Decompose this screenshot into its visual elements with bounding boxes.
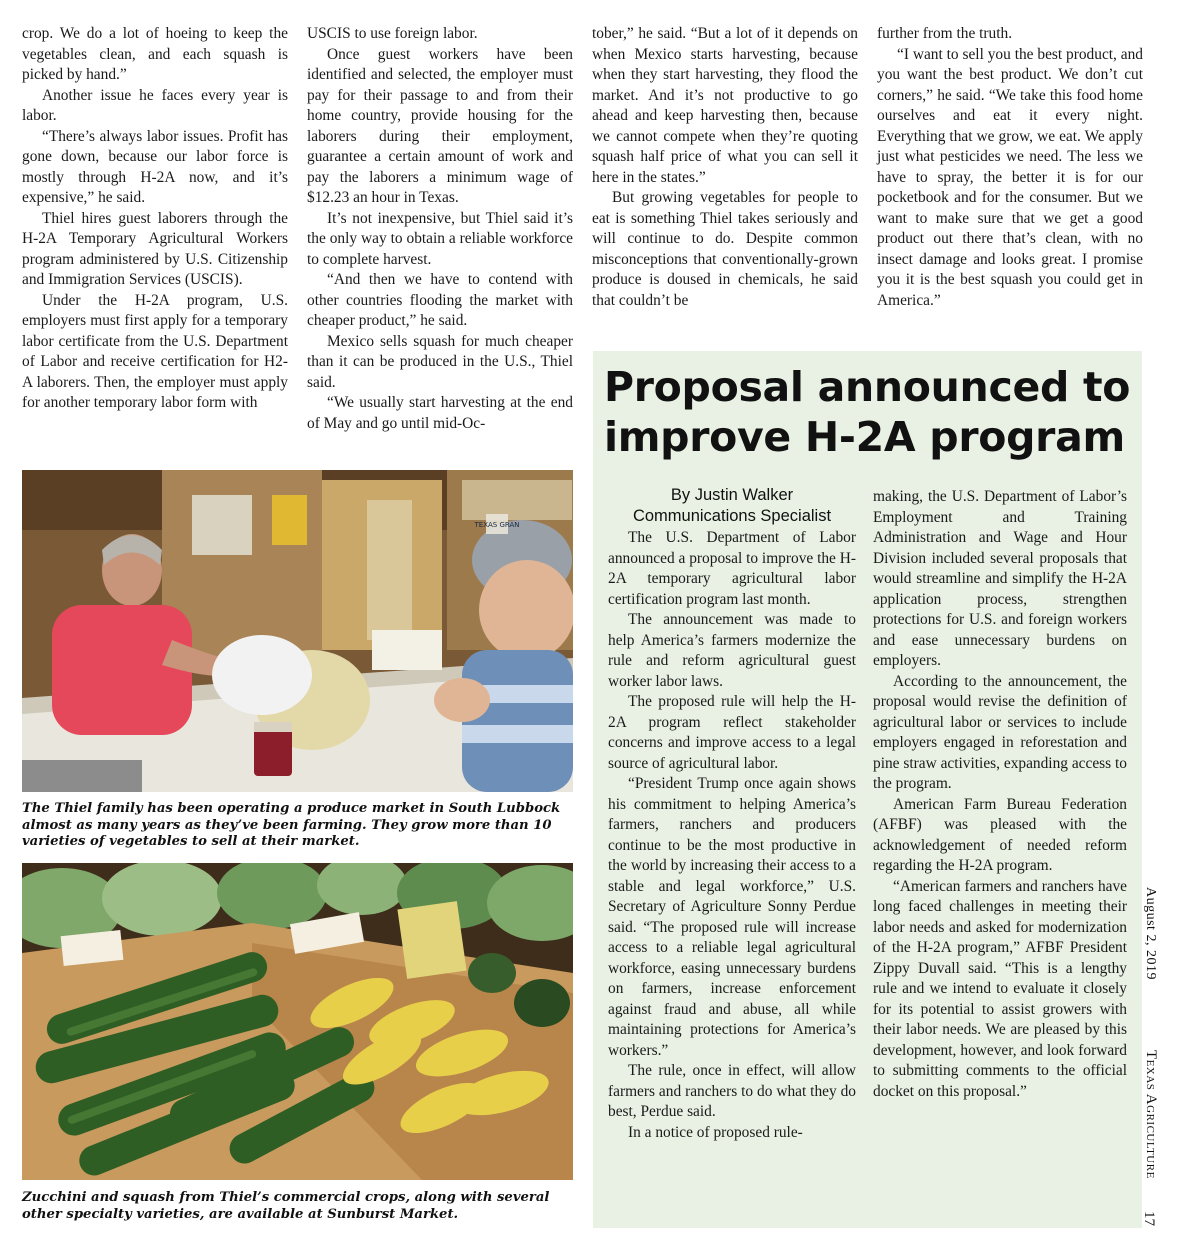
paragraph: Once guest workers have been identified and selected, the employer must pay for their passage to and from their home country, provide housing for the laborers during their employment, guarantee a certain amount of work and pay the laborers a minimum wage of $12.23 an hour in Texas.: [307, 45, 573, 206]
paragraph: Under the H-2A program, U.S. employers must first apply for a temporary labor certificate from the U.S. Department of Labor and receive certification for H2-A laborers. Then, the employer must apply for another temporary labor form with: [22, 291, 288, 411]
market-counter-photo: [22, 470, 573, 792]
paragraph: Thiel hires guest laborers through the H-2A Temporary Agricultural Workers program administered by U.S. Citizenship and Immigration Services (USCIS).: [22, 209, 288, 288]
paragraph: “American farmers and ranchers have long faced challenges in meeting their labor needs and asked for modernization of the H-2A program,” AFBF President Zippy Duvall said. “This is a lengthy rule and we intend to evaluate it closely for its potential to assist growers with their labor needs. We are pleased by this development, however, and look forward to submitting comments to the official docket on this proposal.”: [873, 877, 1127, 1100]
paragraph: In a notice of proposed rule-: [628, 1123, 803, 1141]
byline-name: By Justin Walker: [670, 486, 794, 504]
paragraph: “President Trump once again shows his commitment to helping America’s farmers, ranchers and producers continue to be the most productive in the world by increasing their access to a stable and legal workforce,” U.S. Secretary of Agriculture Sonny Perdue said. “The proposed rule will increase access to a reliable legal agricultural workforce, easing unnecessary burdens on farmers, increase enforcement against fraud and abuse, all while maintaining protections for America’s workers.”: [608, 775, 856, 1059]
byline: [608, 485, 856, 527]
paragraph: The U.S. Department of Labor announced a proposal to improve the H-2A temporary agricultural labor certification program last month.: [608, 529, 856, 608]
folio-date: August 2, 2019: [1143, 887, 1158, 980]
paragraph: According to the announcement, the proposal would revise the definition of agricultural labor or services to include employers engaged in reforestation and pine straw activities, expanding access to the program.: [873, 672, 1127, 792]
paragraph: “I want to sell you the best product, and you want the best product. We don’t cut corners,” he said. “We take this food home ourselves and eat it every night. Everything that we grow, we eat. We apply just what pesticides we need. The less we have to spray, the better it is for our pocketbook and for the consumer. But we want to make sure that we get a good product out there that’s clean, with no insect damage and looks great. I promise you it is the best squash you could get in America.”: [877, 45, 1143, 309]
paragraph: The proposed rule will help the H-2A program reflect stakeholder concerns and improve access to a legal source of agricultural labor.: [608, 693, 856, 772]
paragraph: The rule, once in effect, will allow farmers and ranchers to do what they do best, Perdue said.: [608, 1062, 856, 1120]
paragraph: “There’s always labor issues. Profit has gone down, because our labor force is mostly through H-2A now, and it’s expensive,” he said.: [22, 127, 288, 206]
sidebar-headline: Proposal announced to improve H-2A program: [604, 363, 1131, 461]
paragraph: making, the U.S. Department of Labor’s Employment and Training Administration and Wage and Hour Division included several proposals that would streamline and simplify the H-2A application process, strengthen protections for U.S. and foreign workers and ease unnecessary burdens on employers.: [873, 488, 1127, 669]
paragraph: Mexico sells squash for much cheaper than it can be produced in the U.S., Thiel said.: [307, 332, 573, 391]
paragraph: USCIS to use foreign labor.: [307, 25, 478, 42]
paragraph: But growing vegetables for people to eat is something Thiel takes seriously and will continue to do. Despite common misconceptions that conventionally-grown produce is doused in chemicals, he said that couldn’t be: [592, 189, 858, 309]
zucchini-squash-photo: [22, 863, 573, 1180]
photo-caption-2: Zucchini and squash from Thiel’s commercial crops, along with several other specialty varieties, are available at Sunburst Market.: [22, 1190, 550, 1222]
paragraph: Another issue he faces every year is labor.: [22, 86, 288, 124]
paragraph: “We usually start harvesting at the end of May and go until mid-Oc-: [307, 394, 573, 432]
folio-publication: Texas Agriculture: [1143, 1050, 1159, 1179]
sidebar-column-1: [608, 528, 856, 1143]
paragraph: The announcement was made to help America’s farmers modernize the rule and reform agricultural guest worker labor laws.: [608, 611, 856, 690]
paragraph: It’s not inexpensive, but Thiel said it’s the only way to obtain a reliable workforce to complete harvest.: [307, 209, 573, 268]
paragraph: tober,” he said. “But a lot of it depends on when Mexico starts harvesting, because when they start harvesting, they flood the market. And it’s not productive to go ahead and keep harvesting then, because we cannot compete when they’re quoting squash half price of what you can sell it here in the states.”: [592, 25, 858, 186]
paragraph: further from the truth.: [877, 25, 1013, 42]
page-number: 17: [1141, 1211, 1157, 1226]
article-column-3: [592, 24, 858, 311]
paragraph: “And then we have to contend with other countries flooding the market with cheaper product,” he said.: [307, 271, 573, 329]
cap-logo-text: TEXAS GRAN: [474, 521, 520, 529]
paragraph: American Farm Bureau Federation (AFBF) was pleased with the acknowledgement of needed reform regarding the H-2A program.: [873, 795, 1127, 874]
byline-title: Communications Specialist: [632, 507, 832, 525]
paragraph: crop. We do a lot of hoeing to keep the vegetables clean, and each squash is picked by hand.”: [22, 25, 288, 83]
sidebar-column-2: [873, 487, 1127, 1102]
article-column-1: [22, 24, 288, 414]
article-column-4: [877, 24, 1143, 311]
article-column-2: [307, 24, 573, 434]
photo-caption-1: The Thiel family has been operating a produce market in South Lubbock almost as many years as they’ve been farming. They grow more than 10 varieties of vegetables to sell at their market.: [22, 801, 561, 849]
